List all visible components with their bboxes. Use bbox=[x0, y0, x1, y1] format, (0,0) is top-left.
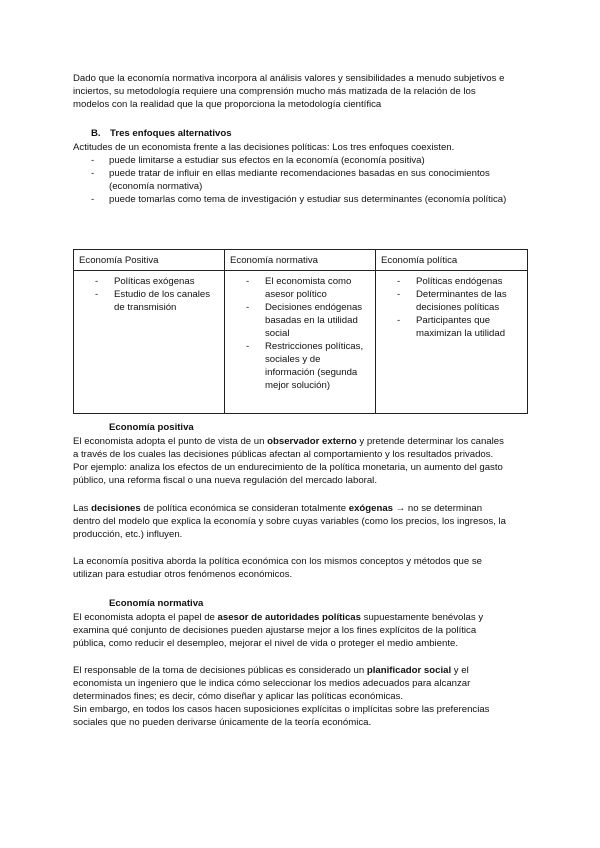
positiva-paragraph-3: La economía positiva aborda la política económica con los mismos conceptos y métodos que se utilizan para estudiar otros fenómenos económicos. bbox=[73, 556, 483, 580]
positiva-heading: Economía positiva bbox=[109, 422, 194, 433]
section-lead: Actitudes de un economista frente a las decisiones políticas: Los tres enfoques coexisten. bbox=[73, 142, 455, 153]
intro-line: modelos con la realidad que la que proporciona la metodología científica bbox=[73, 99, 382, 110]
positiva-paragraph-1: El economista adopta el punto de vista de un observador externo y pretende determinar los canales a través de los cuales las decisiones públicas afectan al comportamiento y los resultados privados. Por ejemplo: analiza los efectos de un endurecimiento de la política monetaria, un aumento del gasto público, una reforma fiscal o una nueva regulación del mercado laboral. bbox=[73, 436, 504, 486]
cell-item: - El economista como asesor político bbox=[225, 275, 371, 301]
table-header-row bbox=[74, 250, 528, 271]
section-title: Tres enfoques alternativos bbox=[110, 128, 232, 139]
cell-item: - Restricciones políticas, sociales y de información (segunda mejor solución) bbox=[225, 340, 371, 392]
positiva-paragraph-2: Las decisiones de política económica se consideran totalmente exógenas → no se determinan dentro del modelo que explica la economía y sobre cuyas variables (como los precios, los ingresos, la producción, etc.) influyen. bbox=[73, 503, 507, 540]
cell-normativa bbox=[225, 271, 376, 414]
cell-item: - Participantes que maximizan la utilidad bbox=[376, 314, 523, 340]
intro-line: Dado que la economía normativa incorpora al análisis valores y sensibilidades a menudo subjetivos e bbox=[73, 73, 505, 84]
attitudes-list bbox=[73, 154, 523, 206]
list-item: - puede tomarlas como tema de investigación y estudiar sus determinantes (economía política) bbox=[73, 193, 523, 206]
intro-line: inciertos, su metodología requiere una comprensión mucho más matizada de la relación de los bbox=[73, 86, 476, 97]
table-row bbox=[74, 271, 528, 414]
normativa-heading: Economía normativa bbox=[109, 598, 204, 609]
cell-positiva bbox=[74, 271, 225, 414]
header-normativa: Economía normativa bbox=[225, 250, 376, 271]
header-positiva: Economía Positiva bbox=[74, 250, 225, 271]
approaches-table bbox=[73, 249, 528, 414]
normativa-paragraph-2: El responsable de la toma de decisiones públicas es considerado un planificador social y el economista un ingeniero que le indica cómo seleccionar los medios adecuados para alcanzar determinados fines; es decir, cómo diseñar y aplicar las políticas económicas. Sin embargo, en todos los casos hacen suposiciones explícitas o implícitas sobre las preferencias sociales que no pueden derivarse únicamente de la teoría económica. bbox=[73, 665, 490, 728]
normativa-paragraph-1: El economista adopta el papel de asesor de autoridades políticas supuestamente benévolas y examina qué conjunto de decisiones pueden ajustarse mejor a los fines explícitos de la política pública, como reducir el desempleo, mejorar el nivel de vida o proteger el medio ambiente. bbox=[73, 612, 484, 649]
list-item: - puede limitarse a estudiar sus efectos en la economía (economía positiva) bbox=[73, 154, 523, 167]
cell-item: - Políticas exógenas bbox=[74, 275, 220, 288]
cell-item: - Determinantes de las decisiones políticas bbox=[376, 288, 523, 314]
cell-item: - Políticas endógenas bbox=[376, 275, 523, 288]
intro-paragraph bbox=[73, 72, 533, 111]
cell-item: - Estudio de los canales de transmisión bbox=[74, 288, 220, 314]
cell-politica bbox=[376, 271, 528, 414]
section-b-body bbox=[73, 141, 523, 206]
section-b-heading bbox=[91, 127, 232, 140]
header-politica: Economía política bbox=[376, 250, 528, 271]
section-letter: B. bbox=[91, 128, 101, 139]
cell-item: - Decisiones endógenas basadas en la utilidad social bbox=[225, 301, 371, 340]
list-item: - puede tratar de influir en ellas mediante recomendaciones basadas en sus conocimientos (economía normativa) bbox=[73, 167, 523, 193]
